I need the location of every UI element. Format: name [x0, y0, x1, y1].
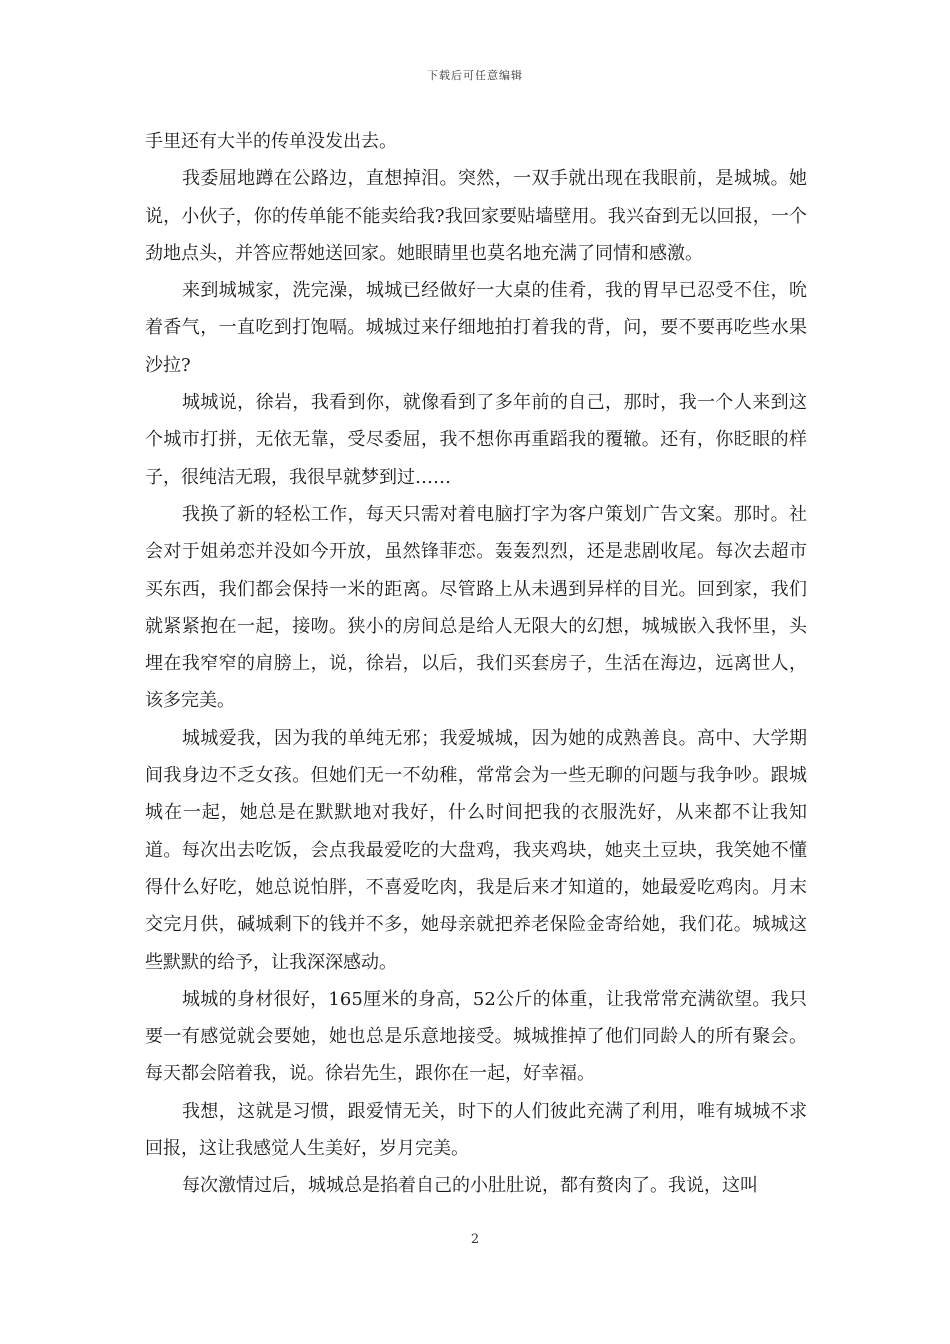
paragraph: 城城的身材很好，165厘米的身高，52公斤的体重，让我常常充满欲望。我只要一有感觉就会要她，她也总是乐意地接受。城城推掉了他们同龄人的所有聚会。每天都会陪着我，说。徐岩先生，跟你在一起，好幸福。	[145, 988, 807, 1085]
page-number: 2	[470, 1232, 480, 1247]
page-header: 下载后可任意编辑	[427, 69, 523, 82]
paragraph-continuation: 手里还有大半的传单没发出去。	[145, 131, 397, 152]
paragraph: 我想，这就是习惯，跟爱情无关，时下的人们彼此充满了利用，唯有城城不求回报，这让我感觉人生美好，岁月完美。	[145, 1100, 807, 1160]
paragraph: 城城爱我，因为我的单纯无邪；我爱城城，因为她的成熟善良。高中、大学期间我身边不乏女孩。但她们无一不幼稚，常常会为一些无聊的问题与我争吵。跟城城在一起，她总是在默默地对我好，什么时间把我的衣服洗好，从来都不让我知道。每次出去吃饭，会点我最爱吃的大盘鸡，我夹鸡块，她夹土豆块，我笑她不懂得什么好吃，她总说怕胖，不喜爱吃肉，我是后来才知道的，她最爱吃鸡肉。月末交完月供，碱城剩下的钱并不多，她母亲就把养老保险金寄给她，我们花。城城这些默默的给予，让我深深感动。	[145, 727, 807, 973]
document-body	[145, 123, 807, 1205]
paragraph: 我委屈地蹲在公路边，直想掉泪。突然，一双手就出现在我眼前，是城城。她说，小伙子，你的传单能不能卖给我?我回家要贴墙壁用。我兴奋到无以回报，一个劲地点头，并答应帮她送回家。她眼睛里也莫名地充满了同情和感激。	[145, 168, 807, 264]
paragraph: 我换了新的轻松工作，每天只需对着电脑打字为客户策划广告文案。那时。社会对于姐弟恋并没如今开放，虽然锋菲恋。轰轰烈烈，还是悲剧收尾。每次去超市买东西，我们都会保持一米的距离。尽管路上从未遇到异样的目光。回到家，我们就紧紧抱在一起，接吻。狭小的房间总是给人无限大的幻想，城城嵌入我怀里，头埋在我窄窄的肩膀上，说，徐岩，以后，我们买套房子，生活在海边，远离世人，该多完美。	[145, 503, 807, 712]
paragraph: 来到城城家，洗完澡，城城已经做好一大桌的佳肴，我的胃早已忍受不住，吮着香气，一直吃到打饱嗝。城城过来仔细地拍打着我的背，问，要不要再吃些水果沙拉?	[145, 280, 807, 376]
paragraph: 每次激情过后，城城总是掐着自己的小肚肚说，都有赘肉了。我说，这叫	[182, 1175, 758, 1197]
paragraph: 城城说，徐岩，我看到你，就像看到了多年前的自己，那时，我一个人来到这个城市打拼，无依无靠，受尽委屈，我不想你再重蹈我的覆辙。还有，你眨眼的样子，很纯洁无瑕，我很早就梦到过……	[145, 392, 807, 488]
